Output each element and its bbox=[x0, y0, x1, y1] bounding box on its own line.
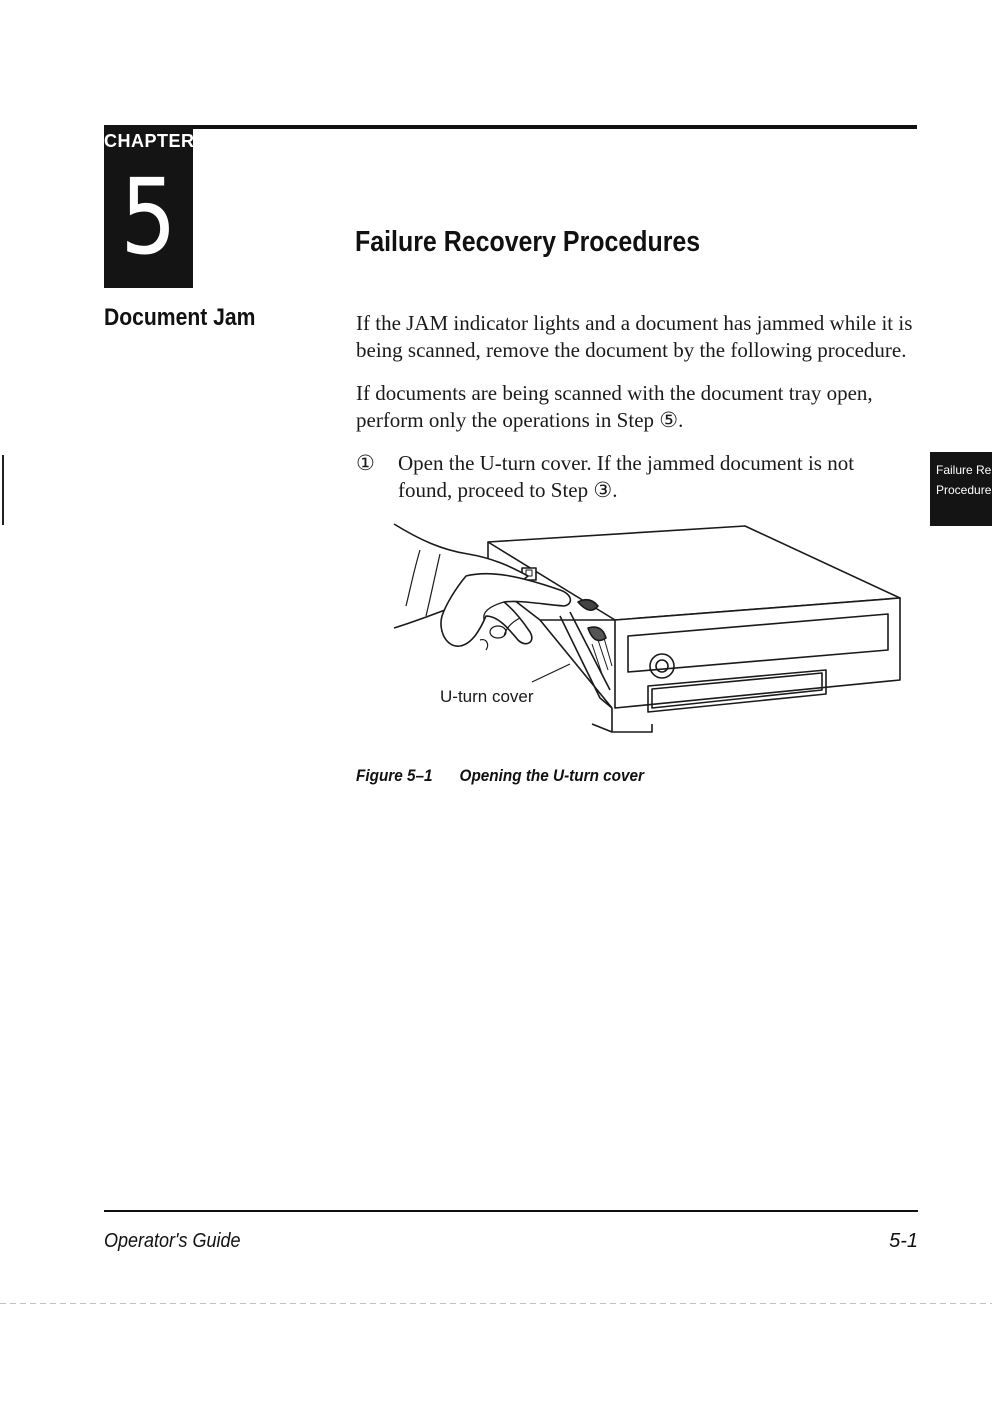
margin-mark bbox=[2, 455, 4, 525]
paragraph-intro: If the JAM indicator lights and a document has jammed while it is being scanned, remove the document by the following procedure. bbox=[356, 311, 913, 362]
scanner-illustration bbox=[380, 520, 920, 750]
section-title: Document Jam bbox=[104, 304, 256, 331]
chapter-number: 5 bbox=[120, 156, 177, 278]
figure-caption-title: Opening the U-turn cover bbox=[459, 766, 645, 785]
footer-rule bbox=[104, 1210, 918, 1212]
step-text: Open the U-turn cover. If the jammed document is not found, proceed to Step ③. bbox=[398, 451, 855, 502]
scan-artifact-line bbox=[0, 1303, 992, 1304]
paragraph-tray-note: If documents are being scanned with the document tray open, perform only the operations in Step ⑤. bbox=[356, 381, 873, 432]
section-tab bbox=[930, 452, 992, 526]
page-title: Failure Recovery Procedures bbox=[355, 226, 701, 258]
figure-caption bbox=[356, 766, 644, 786]
footer-guide-title: Operator's Guide bbox=[104, 1230, 241, 1252]
u-turn-cover-callout: U-turn cover bbox=[440, 687, 534, 706]
figure-caption-number: Figure 5–1 bbox=[356, 766, 433, 785]
section-tab-line2: Procedure bbox=[936, 483, 992, 497]
section-tab-line1: Failure Re bbox=[936, 463, 992, 477]
footer-page-number: 5-1 bbox=[889, 1230, 918, 1252]
step-number: ① bbox=[356, 451, 375, 475]
chapter-label: CHAPTER bbox=[104, 131, 195, 151]
header-rule bbox=[193, 125, 917, 129]
scanner-drawing bbox=[380, 520, 920, 750]
chapter-badge bbox=[104, 125, 193, 288]
